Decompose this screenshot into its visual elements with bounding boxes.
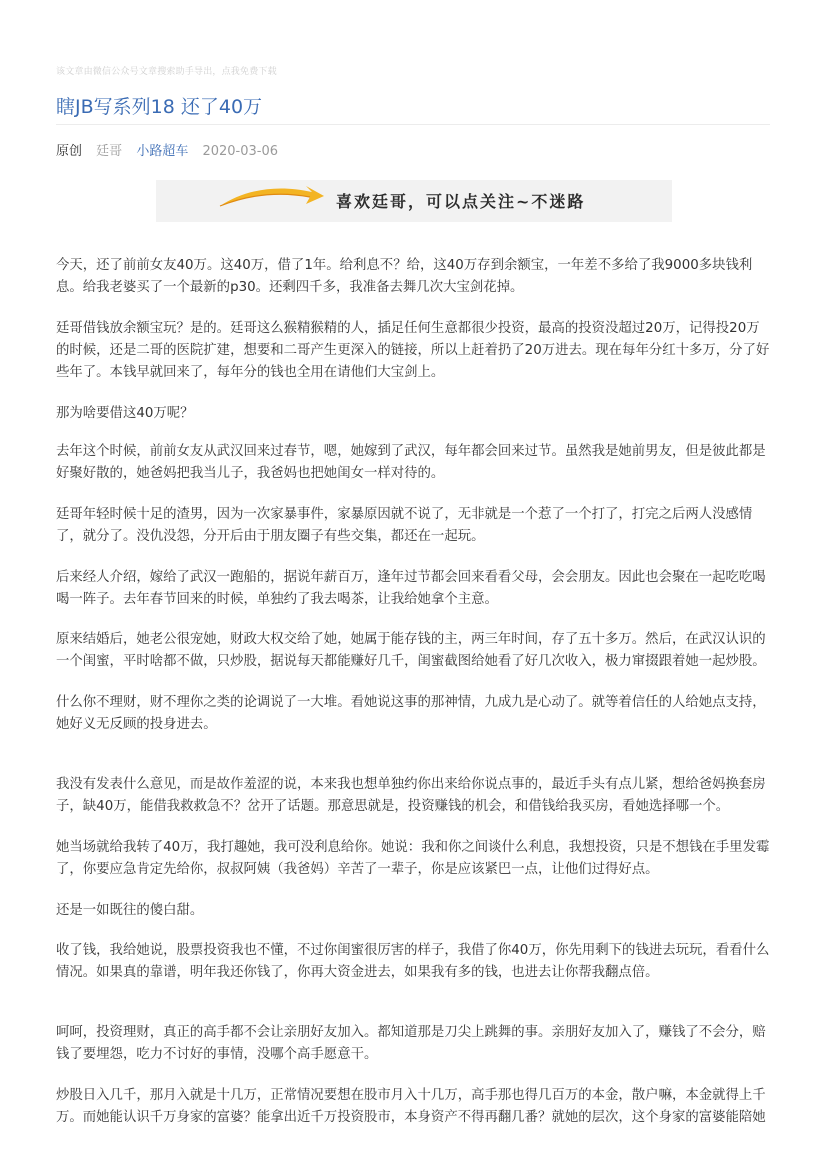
paragraph: 呵呵，投资理财，真正的高手都不会让亲朋好友加入。都知道那是刀尖上跳舞的事。亲朋好友加入了，赚钱了不会分，赔钱了要埋怨，吃力不讨好的事情，没哪个高手愿意干。: [56, 1025, 766, 1062]
paragraph: 今天，还了前前女友40万。这40万，借了1年。给利息不？给，这40万存到余额宝，一年差不多给了我9000多块钱利息。给我老婆买了一个最新的p30。还剩四千多，我准备去舞几次大宝剑花掉。: [56, 258, 753, 295]
paragraph: 她当场就给我转了40万，我打趣她，我可没利息给你。她说：我和你之间谈什么利息，我想投资，只是不想钱在手里发霉了，你要应急肯定先给你，叔叔阿姨（我爸妈）辛苦了一辈子，你是应该紧巴一点，让他们过得好点。: [56, 840, 770, 877]
publish-date: 2020-03-06: [202, 144, 279, 159]
author-name: 廷哥: [96, 144, 123, 159]
paragraph: 原来结婚后，她老公很宠她，财政大权交给了她，她属于能存钱的主，两三年时间，存了五十多万。然后，在武汉认识的一个闺蜜，平时啥都不做，只炒股，据说每天都能赚好几千，闺蜜截图给她看了好几次收入，极力窜掇跟着她一起炒股。: [56, 632, 766, 669]
account-link[interactable]: 小路超车: [136, 144, 189, 159]
article-meta: [56, 140, 288, 159]
paragraph: 我没有发表什么意见，而是故作羞涩的说，本来我也想单独约你出来给你说点事的，最近手头有点儿紧，想给爸妈换套房子，缺40万，能借我救救急不？岔开了话题。那意思就是，投资赚钱的机会，和借钱给我买房，看她选择哪一个。: [56, 777, 766, 814]
paragraph: 廷哥借钱放余额宝玩？是的。廷哥这么猴精猴精的人，插足任何生意都很少投资，最高的投资没超过20万，记得投20万的时候，还是二哥的医院扩建，想要和二哥产生更深入的链接，所以上赶着扔了20万进去。现在每年分红十多万，分了好些年了。本钱早就回来了，每年分的钱也全用在请他们大宝剑上。: [56, 321, 770, 380]
paragraph: 收了钱，我给她说，股票投资我也不懂，不过你闺蜜很厉害的样子，我借了你40万，你先用剩下的钱进去玩玩，看看什么情况。如果真的靠谱，明年我还你钱了，你再大资金进去，如果我有多的钱，也进去让你帮我翻点倍。: [56, 943, 770, 980]
paragraph: 炒股日入几千，那月入就是十几万，正常情况要想在股市月入十几万，高手那也得几百万的本金，散户嘛，本金就得上千万。而她能认识千万身家的富婆？能拿出近千万投资股市，本身资产不得再翻几番？就她的层次，这个身家的富婆能陪她: [56, 1088, 766, 1125]
banner-text: 喜欢廷哥，可以点关注~不迷路: [336, 192, 586, 211]
paragraph: 后来经人介绍，嫁给了武汉一跑船的，据说年薪百万，逢年过节都会回来看看父母，会会朋友。因此也会聚在一起吃吃喝喝一阵子。去年春节回来的时候，单独约了我去喝茶，让我给她拿个主意。: [56, 570, 766, 607]
paragraph: 还是一如既往的傻白甜。: [56, 903, 204, 918]
paragraph: 廷哥年轻时候十足的渣男，因为一次家暴事件，家暴原因就不说了，无非就是一个惹了一个打了，打完之后两人没感情了，就分了。没仇没怨，分开后由于朋友圈子有些交集，都还在一起玩。: [56, 507, 753, 544]
follow-banner: [156, 180, 672, 222]
paragraph: 那为啥要借这40万呢？: [56, 406, 194, 421]
swoosh-arrow-icon: [214, 180, 334, 222]
export-notice-link[interactable]: 该文章由微信公众号文章搜索助手导出，点我免费下载: [56, 67, 277, 77]
original-tag: 原创: [56, 144, 83, 159]
article-title: 瞎JB写系列18 还了40万: [56, 96, 263, 118]
paragraph: 去年这个时候，前前女友从武汉回来过春节，嗯，她嫁到了武汉，每年都会回来过节。虽然我是她前男友，但是彼此都是好聚好散的，她爸妈把我当儿子，我爸妈也把她闺女一样对待的。: [56, 444, 766, 481]
paragraph: 什么你不理财，财不理你之类的论调说了一大堆。看她说这事的那神情，九成九是心动了。就等着信任的人给她点支持，她好义无反顾的投身进去。: [56, 695, 766, 732]
title-divider: [56, 124, 770, 125]
